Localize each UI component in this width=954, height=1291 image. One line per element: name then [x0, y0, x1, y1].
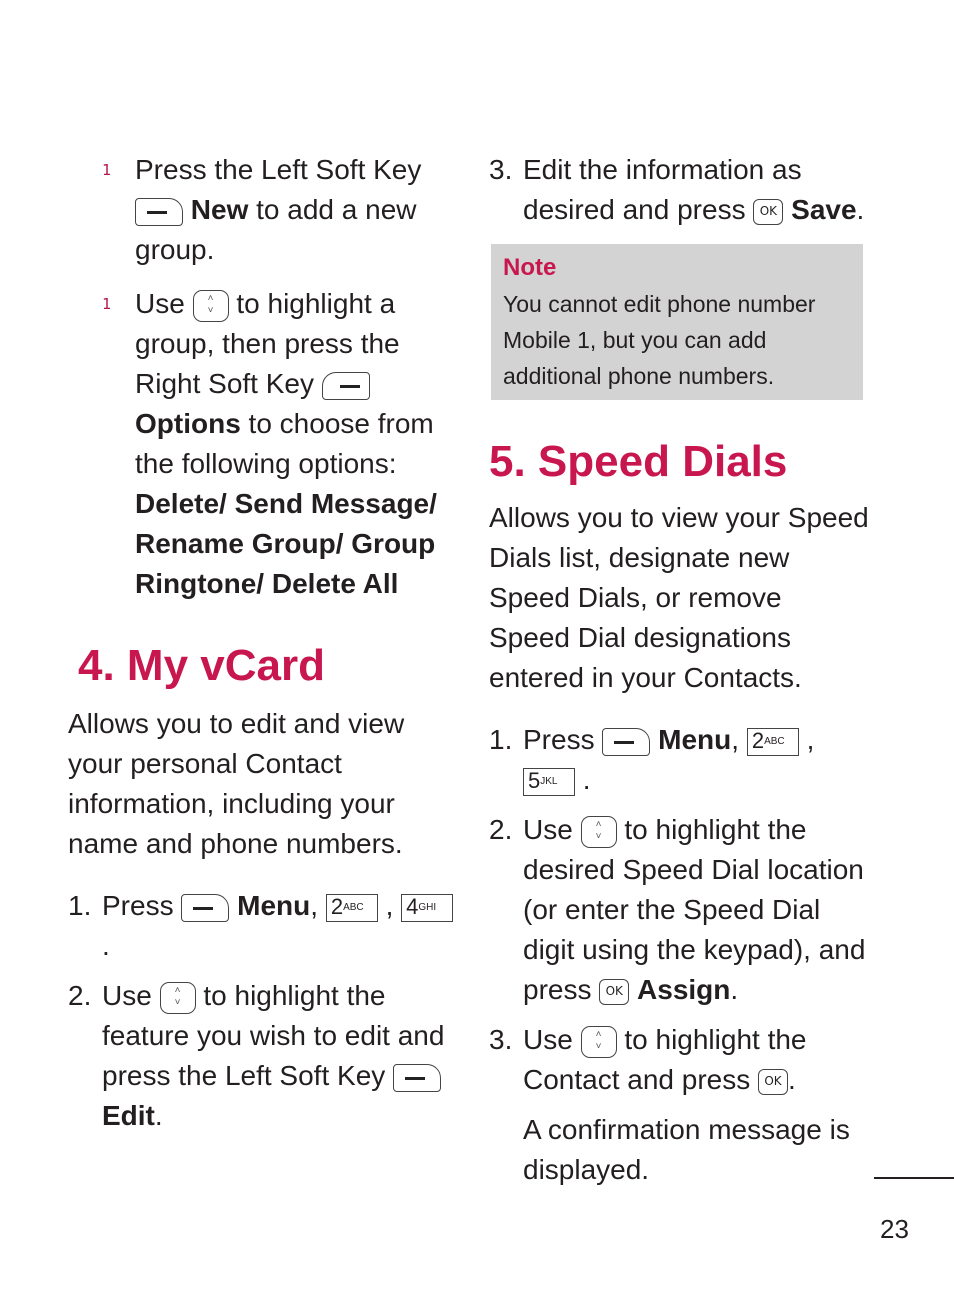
step-number: 3.	[489, 154, 513, 185]
navigation-key-icon	[581, 816, 617, 848]
right-column	[489, 150, 869, 1190]
step-text: Use	[523, 1024, 573, 1055]
step-text: to highlight the Contact and press	[523, 1024, 807, 1095]
left-soft-key-icon	[181, 894, 229, 922]
step-number: 1.	[489, 724, 513, 755]
menu-label: Menu	[658, 724, 732, 755]
options-list: Delete/ Send Message/ Rename Group/ Group Ringtone/ Delete All	[135, 488, 437, 599]
page-number: 23	[880, 1214, 909, 1244]
separator: ,	[385, 890, 394, 921]
bullet-new-group	[68, 150, 458, 270]
bullet-mark: 1	[102, 295, 112, 313]
bullet-mark: 1	[102, 161, 112, 179]
section-intro: Allows you to view your Speed Dials list, designate new Speed Dials, or remove Speed Dial designations entered in your Contacts.	[489, 502, 869, 693]
navigation-key-icon	[193, 290, 229, 322]
section-heading-my-vcard: 4. My vCard	[78, 641, 325, 690]
note-body: You cannot edit phone number Mobile 1, but you can add additional phone numbers.	[503, 291, 816, 389]
separator: .	[730, 974, 739, 1005]
up-arrow-icon: ˄	[595, 1028, 602, 1040]
edit-label: Edit	[102, 1100, 155, 1131]
save-label: Save	[791, 194, 857, 225]
down-arrow-icon: ˅	[174, 996, 181, 1008]
footer-rule	[874, 1177, 954, 1179]
ok-key-icon: OK	[753, 199, 783, 225]
confirmation-text: A confirmation message is displayed.	[523, 1114, 850, 1185]
assign-label: Assign	[637, 974, 731, 1005]
ok-key-icon: OK	[599, 979, 629, 1005]
separator: ,	[310, 890, 319, 921]
vcard-step-2	[68, 976, 458, 1136]
key-digit: 4	[406, 893, 419, 919]
new-label: New	[190, 194, 249, 225]
number-key-2-icon	[326, 894, 378, 922]
up-arrow-icon: ˄	[207, 292, 214, 304]
step-text: to highlight the feature you wish to edit and press the Left Soft Key	[102, 980, 445, 1091]
separator: .	[788, 1064, 796, 1095]
separator: .	[154, 1100, 163, 1131]
down-arrow-icon: ˅	[207, 304, 214, 316]
key-letters: JKL	[540, 775, 558, 787]
separator: ,	[806, 724, 815, 755]
left-soft-key-icon	[393, 1064, 441, 1092]
left-column	[68, 150, 458, 1146]
vcard-step-1	[68, 886, 458, 966]
step-number: 1.	[68, 890, 92, 921]
key-digit: 2	[330, 893, 344, 919]
step-text: Use	[523, 814, 573, 845]
section-intro: Allows you to edit and view your personal Contact information, including your name and phone numbers.	[68, 708, 405, 859]
key-digit: 2	[751, 727, 765, 753]
separator: .	[102, 930, 110, 961]
up-arrow-icon: ˄	[595, 818, 602, 830]
number-key-2-icon	[747, 728, 799, 756]
step-number: 2.	[68, 980, 92, 1011]
navigation-key-icon	[160, 982, 196, 1014]
speed-dial-step-2	[489, 810, 869, 1010]
note-title: Note	[503, 254, 557, 281]
bullet-text: to highlight a group, then press the Right Soft Key	[135, 288, 400, 399]
separator: .	[582, 764, 591, 795]
right-soft-key-icon	[322, 372, 370, 400]
step-text: Use	[102, 980, 152, 1011]
up-arrow-icon: ˄	[174, 984, 181, 996]
number-key-4-icon	[401, 894, 453, 922]
ok-key-icon: OK	[758, 1069, 788, 1095]
bullet-text: to choose from the following options:	[135, 408, 434, 479]
key-digit: 5	[528, 767, 541, 793]
options-label: Options	[135, 408, 241, 439]
separator: .	[856, 194, 865, 225]
key-letters: ABC	[343, 901, 364, 913]
number-key-5-icon	[523, 768, 575, 796]
speed-dial-step-3	[489, 1020, 869, 1100]
note-box	[491, 244, 863, 400]
bullet-text: to add a new group.	[135, 194, 417, 265]
left-soft-key-icon	[135, 198, 183, 226]
navigation-key-icon	[581, 1026, 617, 1058]
bullet-options	[68, 284, 458, 604]
step-number: 2.	[489, 814, 513, 845]
bullet-text: Press the Left Soft Key	[135, 154, 422, 185]
speed-dial-step-1	[489, 720, 869, 800]
step-text: Press	[523, 724, 595, 755]
key-letters: GHI	[418, 901, 437, 913]
down-arrow-icon: ˅	[595, 830, 602, 842]
left-soft-key-icon	[602, 728, 650, 756]
key-letters: ABC	[764, 735, 785, 747]
step-text: Press	[102, 890, 174, 921]
menu-label: Menu	[237, 890, 311, 921]
separator: ,	[731, 724, 740, 755]
step-text: to highlight the desired Speed Dial location (or enter the Speed Dial digit using the keypad), and press	[523, 814, 866, 1005]
down-arrow-icon: ˅	[595, 1040, 602, 1052]
step-number: 3.	[489, 1024, 513, 1055]
edit-step-3	[489, 150, 869, 230]
section-heading-speed-dials: 5. Speed Dials	[489, 437, 788, 486]
bullet-text: Use	[135, 288, 185, 319]
step-text: Edit the information as desired and press	[523, 154, 802, 225]
